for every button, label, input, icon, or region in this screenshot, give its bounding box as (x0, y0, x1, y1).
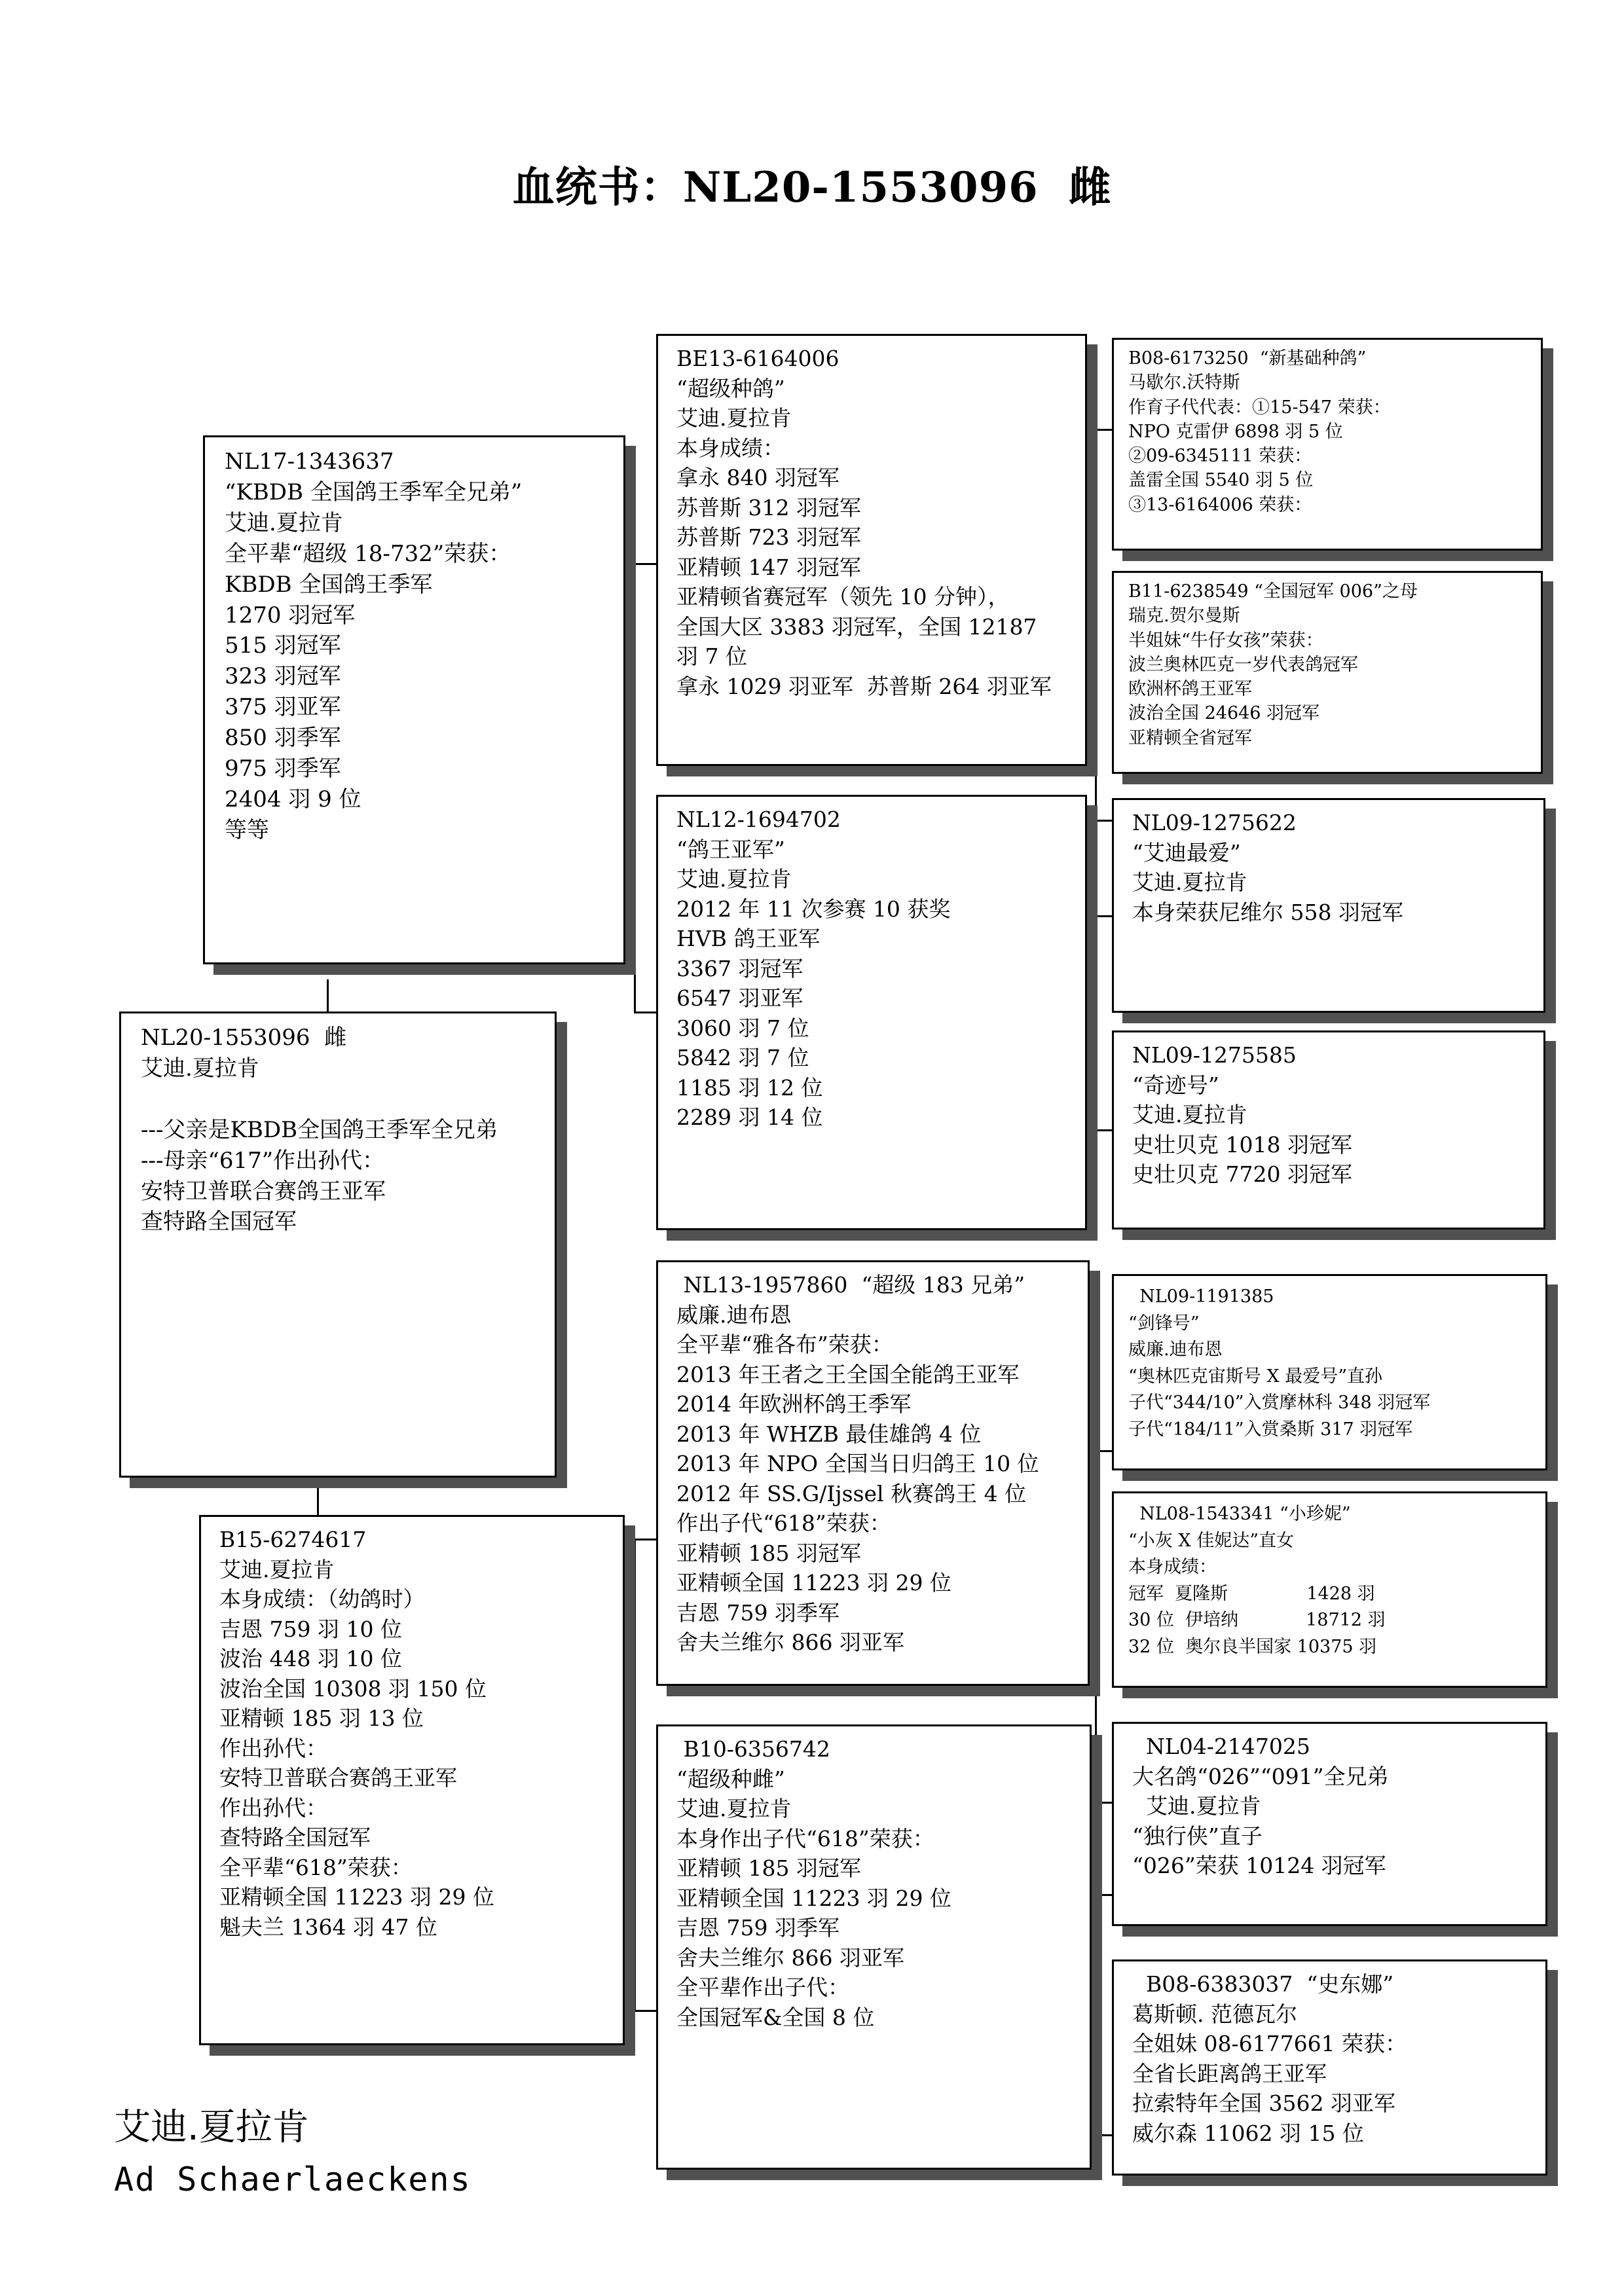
card-line: 半姐妹“牛仔女孩”荣获： (1128, 630, 1323, 651)
connector-line (634, 1539, 636, 2010)
card-line: “独行侠”直子 (1132, 1823, 1263, 1849)
card-line: 瑞克.贺尔曼斯 (1128, 606, 1240, 627)
connector-line (634, 1539, 656, 1540)
card-line: 艾迪.夏拉肯 (1132, 1102, 1247, 1128)
card-line: B15-6274617 (219, 1527, 367, 1552)
connector-line (317, 1476, 319, 1515)
card-line: “奥林匹克宙斯号 X 最爱号”直孙 (1128, 1366, 1382, 1387)
card-line: 6547 羽亚军 (676, 985, 803, 1011)
card-line: 波治全国 24646 羽冠军 (1128, 703, 1320, 724)
card-line: NL17-1343637 (225, 448, 394, 475)
card-line (141, 1084, 548, 1115)
card-line: “剑锋号” (1128, 1313, 1200, 1334)
card-line: 亚精顿 185 羽冠军 (676, 1540, 861, 1566)
card-line: 威尔森 11062 羽 15 位 (1132, 2120, 1364, 2146)
card-line: 2012 年 SS.G/Ijssel 秋赛鸽王 4 位 (676, 1480, 1027, 1506)
great-grandparent-card-2 (1112, 571, 1543, 774)
card-line: 作出子代“618”荣获： (676, 1510, 891, 1537)
card-line: 苏普斯 723 羽冠军 (676, 524, 861, 551)
card-line: 波治 448 羽 10 位 (219, 1646, 402, 1672)
card-line: 魁夫兰 1364 羽 47 位 (219, 1914, 437, 1940)
card-line: 本身成绩： (676, 435, 784, 461)
card-line: B08-6173250 “新基础种鸽” (1128, 348, 1367, 369)
card-line: KBDB 全国鸽王季军 (225, 571, 433, 598)
card-line: 全省长距离鸽王亚军 (1132, 2060, 1327, 2086)
card-line: 波治全国 10308 羽 150 位 (219, 1675, 487, 1702)
card-line: 本身成绩：（幼鸽时） (219, 1586, 425, 1613)
card-line: 艾迪.夏拉肯 (219, 1556, 335, 1582)
card-line: 2013 年 NPO 全国当日归鸽王 10 位 (676, 1451, 1039, 1477)
card-line: 艾迪.夏拉肯 (676, 405, 792, 431)
card-line: 5842 羽 7 位 (676, 1045, 809, 1071)
card-line: 全国冠军&全国 8 位 (676, 2004, 875, 2030)
card-line: 1185 羽 12 位 (676, 1074, 823, 1101)
connector-line (1095, 820, 1112, 822)
card-line: 515 羽冠军 (225, 632, 341, 659)
card-line: 2289 羽 14 位 (676, 1104, 823, 1131)
card-line: 大名鸽“026”“091”全兄弟 (1132, 1763, 1389, 1789)
card-line: NL09-1275622 (1132, 810, 1297, 835)
sire-card (203, 435, 625, 964)
card-line: 艾迪.夏拉肯 (1132, 1793, 1261, 1819)
card-line: NL13-1957860 “超级 183 兄弟” (676, 1272, 1025, 1298)
card-line: 亚精顿全国 11223 羽 29 位 (219, 1884, 494, 1910)
card-line: “小灰 X 佳妮达”直女 (1128, 1530, 1294, 1551)
card-line: 吉恩 759 羽季军 (676, 1599, 840, 1626)
card-line: 舍夫兰维尔 866 羽亚军 (676, 1944, 904, 1971)
connector-line (634, 563, 636, 1011)
card-line: ②09-6345111 荣获： (1128, 446, 1312, 466)
card-line: ③13-6164006 荣获： (1128, 494, 1312, 515)
connector-line (1095, 1802, 1112, 1804)
connector-line (1095, 1129, 1112, 1131)
card-line: 艾迪.夏拉肯 (676, 866, 792, 892)
connector-line (1095, 915, 1112, 917)
card-line: 作出孙代： (219, 1735, 327, 1761)
card-line: ---父亲是KBDB全国鸽王季军全兄弟 (141, 1116, 498, 1143)
connector-line (1095, 1894, 1097, 2136)
dam-card (199, 1515, 625, 2045)
card-line: “KBDB 全国鸽王季军全兄弟” (225, 479, 523, 505)
card-line: 亚精顿 185 羽 13 位 (219, 1705, 424, 1732)
card-line: 作育子代代表：①15-547 荣获： (1128, 397, 1391, 418)
card-line: “超级种鸽” (676, 375, 785, 401)
card-line: 375 羽亚军 (225, 694, 341, 721)
card-line: 苏普斯 312 羽冠军 (676, 494, 861, 520)
card-line: 波兰奥林匹克一岁代表鸽冠军 (1128, 654, 1358, 675)
card-line: 拿永 1029 羽亚军 苏普斯 264 羽亚军 (676, 673, 1052, 699)
connector-line (634, 563, 656, 565)
card-line: NL09-1275585 (1132, 1042, 1297, 1068)
card-line: “超级种雌” (676, 1766, 785, 1792)
sire-dam-card (656, 795, 1087, 1230)
card-line: 吉恩 759 羽 10 位 (219, 1616, 402, 1642)
card-line: 975 羽季军 (225, 756, 341, 782)
card-line: NL08-1543341 “小珍妮” (1128, 1504, 1351, 1524)
card-line: 盖雷全国 5540 羽 5 位 (1128, 470, 1314, 491)
card-line: 32 位 奥尔良半国家 10375 羽 (1128, 1636, 1377, 1657)
card-line: 全平辈“超级 18-732”荣获： (225, 540, 511, 567)
card-line: 亚精顿全省冠军 (1128, 727, 1252, 748)
card-line: 本身荣获尼维尔 558 羽冠军 (1132, 899, 1403, 925)
great-grandparent-card-3 (1112, 798, 1545, 1013)
connector-line (634, 2010, 656, 2012)
card-line: 史壮贝克 7720 羽冠军 (1132, 1161, 1352, 1188)
card-line: 安特卫普联合赛鸽王亚军 (219, 1765, 457, 1791)
card-line: “奇迹号” (1132, 1072, 1219, 1098)
card-line: 全国大区 3383 羽冠军，全国 12187 (676, 613, 1037, 640)
card-line: 亚精顿全国 11223 羽 29 位 (676, 1570, 951, 1596)
card-line: 葛斯顿. 范德瓦尔 (1132, 2001, 1297, 2027)
connector-line (625, 1726, 635, 1728)
card-line: 冠军 夏隆斯 1428 羽 (1128, 1583, 1375, 1604)
card-line: BE13-6164006 (676, 346, 840, 371)
card-line: 2012 年 11 次参赛 10 获奖 (676, 896, 951, 922)
card-line: 850 羽季军 (225, 725, 341, 752)
page-title: 血统书：NL20-1553096 雌 (512, 163, 1112, 212)
card-line: 查特路全国冠军 (141, 1209, 297, 1235)
card-line: 3367 羽冠军 (676, 955, 803, 981)
breeder-name-cn: 艾迪.夏拉肯 (114, 2106, 309, 2149)
card-line: 等等 (225, 816, 269, 843)
card-line: 2404 羽 9 位 (225, 786, 361, 812)
great-grandparent-card-7 (1112, 1722, 1547, 1926)
connector-line (1095, 1450, 1112, 1452)
card-line: 2013 年 WHZB 最佳雄鸽 4 位 (676, 1421, 982, 1447)
card-line: 艾迪.夏拉肯 (676, 1796, 792, 1822)
card-line: 2013 年王者之王全国全能鸽王亚军 (676, 1361, 1020, 1387)
card-line: “艾迪最爱” (1132, 839, 1241, 866)
card-line: NL09-1191385 (1128, 1286, 1274, 1307)
connector-line (1095, 1450, 1097, 1804)
card-line: HVB 鸽王亚军 (676, 926, 821, 952)
card-line: 拿永 840 羽冠军 (676, 465, 840, 491)
card-line: 323 羽冠军 (225, 663, 341, 690)
card-line: 30 位 伊培纳 18712 羽 (1128, 1610, 1386, 1630)
card-line: 作出孙代： (219, 1795, 327, 1821)
dam-sire-card (656, 1260, 1090, 1686)
great-grandparent-card-5 (1112, 1274, 1547, 1470)
card-line: 艾迪.夏拉肯 (1132, 869, 1247, 896)
connector-line (1095, 915, 1097, 1131)
card-line: 2014 年欧洲杯鸽王季军 (676, 1391, 912, 1417)
card-line: 欧洲杯鸽王亚军 (1128, 679, 1252, 699)
card-line: 舍夫兰维尔 866 羽亚军 (676, 1630, 904, 1656)
card-line: 全平辈“雅各布”荣获： (676, 1332, 893, 1358)
subject-card (119, 1011, 557, 1478)
sire-sire-card (656, 334, 1087, 766)
connector-line (1095, 1894, 1112, 1896)
card-line: 威廉.迪布恩 (1128, 1339, 1223, 1360)
card-line: 史壮贝克 1018 羽冠军 (1132, 1131, 1352, 1157)
card-line: B10-6356742 (676, 1736, 830, 1762)
card-line: “鸽王亚军” (676, 836, 785, 862)
connector-line (1095, 429, 1112, 431)
card-line: ---母亲“617”作出孙代： (141, 1147, 385, 1174)
card-line: 子代“344/10”入赏摩林科 348 羽冠军 (1128, 1393, 1431, 1413)
card-line: NL04-2147025 (1132, 1734, 1310, 1759)
card-line: “026”荣获 10124 羽冠军 (1132, 1853, 1386, 1879)
card-line: 子代“184/11”入赏桑斯 317 羽冠军 (1128, 1419, 1413, 1440)
connector-line (634, 1011, 656, 1013)
card-line: 马歇尔.沃特斯 (1128, 373, 1240, 393)
card-line: 安特卫普联合赛鸽王亚军 (141, 1178, 386, 1205)
card-line: 本身成绩： (1128, 1557, 1217, 1577)
card-line: B11-6238549 “全国冠军 006”之母 (1128, 581, 1418, 602)
card-line: 全姐妹 08-6177661 荣获： (1132, 2031, 1407, 2057)
great-grandparent-card-1 (1112, 338, 1543, 551)
card-line: 羽 7 位 (676, 644, 747, 670)
card-line: 吉恩 759 羽季军 (676, 1915, 840, 1941)
connector-line (1095, 429, 1097, 822)
great-grandparent-card-8 (1112, 1959, 1547, 2176)
card-line: 3060 羽 7 位 (676, 1015, 809, 1041)
card-line: 本身作出子代“618”荣获： (676, 1825, 934, 1851)
connector-line (1095, 2134, 1112, 2136)
card-line: 全平辈作出子代： (676, 1975, 849, 2001)
card-line: 全平辈“618”荣获： (219, 1854, 413, 1880)
card-line: NPO 克雷伊 6898 羽 5 位 (1128, 421, 1343, 442)
card-line: 艾迪.夏拉肯 (225, 509, 343, 536)
dam-dam-card (656, 1724, 1092, 2170)
great-grandparent-card-4 (1112, 1030, 1545, 1230)
card-line: 亚精顿 147 羽冠军 (676, 554, 861, 580)
card-line: 拉索特年全国 3562 羽亚军 (1132, 2090, 1395, 2117)
card-line: NL12-1694702 (676, 807, 841, 832)
card-line: 查特路全国冠军 (219, 1825, 371, 1851)
card-line: 威廉.迪布恩 (676, 1302, 792, 1328)
connector-line (625, 818, 635, 820)
card-line: 艾迪.夏拉肯 (141, 1055, 259, 1082)
card-line: 1270 羽冠军 (225, 602, 356, 629)
card-line: 亚精顿全国 11223 羽 29 位 (676, 1885, 951, 1911)
card-line: 亚精顿省赛冠军（领先 10 分钟）， (676, 584, 1010, 610)
card-line: B08-6383037 “史东娜” (1132, 1971, 1394, 1997)
card-line: 亚精顿 185 羽冠军 (676, 1855, 861, 1882)
card-line: NL20-1553096 雌 (141, 1025, 347, 1051)
breeder-name-en: Ad Schaerlaeckens (114, 2160, 471, 2198)
great-grandparent-card-6 (1112, 1491, 1547, 1688)
